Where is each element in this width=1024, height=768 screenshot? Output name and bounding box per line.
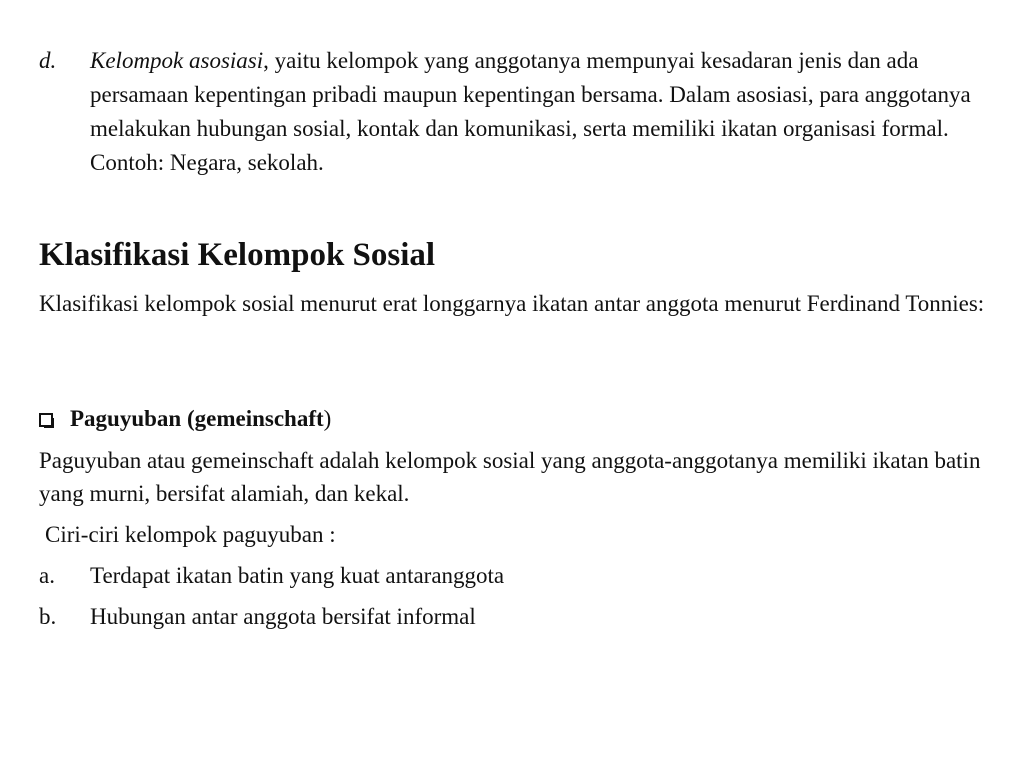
- intro-paragraph: Klasifikasi kelompok sosial menurut erat longgarnya ikatan antar anggota menurut Ferdinand Tonnies:: [39, 291, 985, 316]
- list-item-text: Terdapat ikatan batin yang kuat antaranggota: [90, 563, 505, 588]
- list-item-d: [39, 44, 999, 180]
- ciri-label: Ciri-ciri kelompok paguyuban :: [45, 522, 336, 547]
- checkbox-icon: [39, 413, 53, 427]
- list-marker: d.: [39, 48, 57, 73]
- sub-heading-paguyuban: [39, 402, 331, 436]
- list-item-body: [90, 44, 999, 180]
- section-heading: Klasifikasi Kelompok Sosial: [39, 237, 436, 273]
- list-marker: b.: [39, 604, 57, 629]
- definition-text: , yaitu kelompok yang anggotanya mempunyai kesadaran jenis dan ada persamaan kepentingan pribadi maupun kepentingan bersama. Dalam asosiasi, para anggotanya melakukan hubungan sosial, kontak dan komunikasi, serta memiliki ikatan organisasi formal. Contoh: Negara, sekolah.: [90, 48, 971, 175]
- term-kelompok-asosiasi: Kelompok asosiasi: [90, 48, 264, 73]
- list-item-text: Hubungan antar anggota bersifat informal: [90, 604, 476, 629]
- sub-heading-tail: ): [323, 406, 332, 431]
- paguyuban-paragraph: Paguyuban atau gemeinschaft adalah kelompok sosial yang anggota-anggotanya memiliki ikatan batin yang murni, bersifat alamiah, dan kekal.: [39, 448, 981, 506]
- sub-heading-label: Paguyuban (gemeinschaft: [70, 406, 324, 431]
- list-item: [39, 559, 504, 593]
- list-marker: a.: [39, 563, 55, 588]
- list-item: [39, 600, 476, 634]
